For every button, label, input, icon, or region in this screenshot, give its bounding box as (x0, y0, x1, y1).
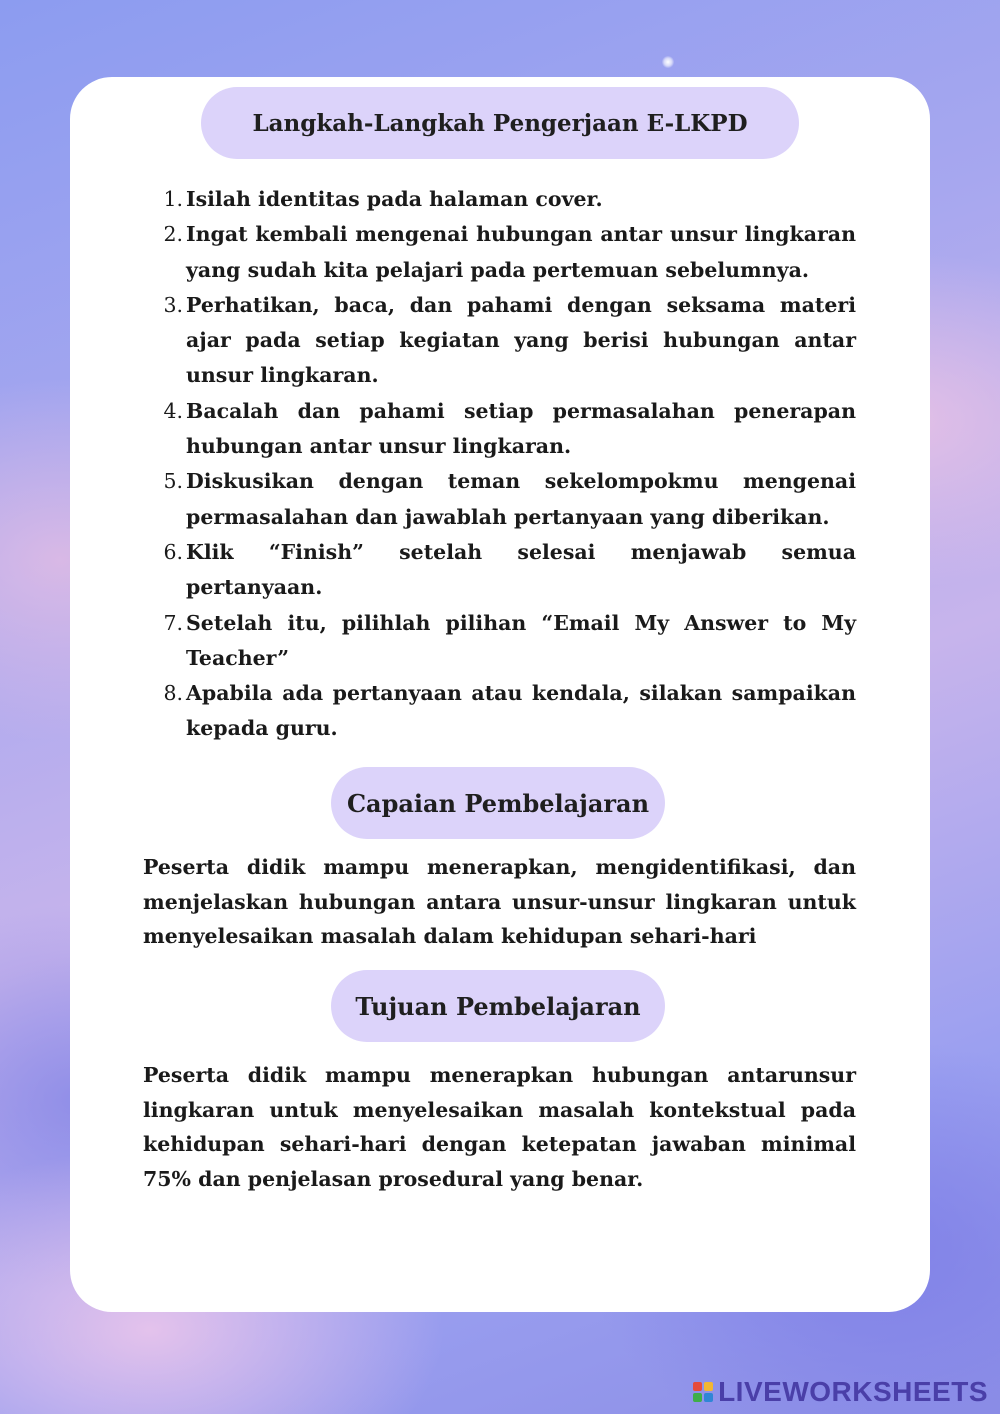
capaian-title-banner (331, 767, 665, 839)
step-item (143, 464, 856, 535)
tujuan-paragraph: Peserta didik mampu menerapkan hubungan antarunsur lingkaran untuk menyelesaikan masalah kontekstual pada kehidupan sehari-hari dengan ketepatan jawaban minimal 75% dan penjelasan prosedural yang benar. (143, 1063, 856, 1191)
step-item (143, 606, 856, 677)
steps-list (143, 182, 856, 747)
step-text: Setelah itu, pilihlah pilihan “Email My Answer to My Teacher” (186, 610, 856, 670)
step-number: 4. (163, 398, 183, 423)
content-card (70, 77, 930, 1312)
tujuan-title: Tujuan Pembelajaran (355, 991, 641, 1021)
step-text: Isilah identitas pada halaman cover. (186, 187, 603, 211)
liveworksheets-logo-icon (693, 1382, 713, 1402)
step-number: 2. (163, 222, 183, 247)
step-text: Diskusikan dengan teman sekelompokmu mengenai permasalahan dan jawablah pertanyaan yang diberikan. (186, 469, 856, 529)
step-text: Bacalah dan pahami setiap permasalahan penerapan hubungan antar unsur lingkaran. (186, 398, 856, 459)
step-item (143, 535, 856, 606)
step-item (143, 394, 856, 465)
step-item (143, 676, 856, 747)
step-text: Apabila ada pertanyaan atau kendala, silakan sampaikan kepada guru. (186, 681, 856, 741)
step-item (143, 182, 856, 217)
step-number: 7. (163, 610, 183, 635)
capaian-title: Capaian Pembelajaran (346, 788, 650, 818)
brand-name: LIVEWORKSHEETS (718, 1376, 988, 1407)
step-number: 8. (163, 681, 183, 706)
steps-title-banner (201, 87, 799, 159)
step-item (143, 217, 856, 288)
capaian-paragraph: Peserta didik mampu menerapkan, mengidentifikasi, dan menjelaskan hubungan antara unsur-unsur lingkaran untuk menyelesaikan masalah dalam kehidupan sehari-hari (143, 855, 856, 948)
step-number: 3. (163, 292, 183, 317)
step-number: 6. (163, 539, 183, 564)
step-item (143, 288, 856, 394)
steps-title: Langkah-Langkah Pengerjaan E-LKPD (252, 109, 748, 137)
liveworksheets-brand[interactable] (693, 1376, 988, 1408)
step-text: Perhatikan, baca, dan pahami dengan seksama materi ajar pada setiap kegiatan yang berisi hubungan antar unsur lingkaran. (186, 292, 856, 388)
step-text: Klik “Finish” setelah selesai menjawab semua pertanyaan. (186, 539, 856, 600)
sparkle-decoration (662, 56, 674, 68)
step-text: Ingat kembali mengenai hubungan antar unsur lingkaran yang sudah kita pelajari pada pertemuan sebelumnya. (186, 222, 856, 282)
step-number: 1. (163, 187, 183, 211)
tujuan-title-banner (331, 970, 665, 1042)
step-number: 5. (163, 469, 183, 494)
